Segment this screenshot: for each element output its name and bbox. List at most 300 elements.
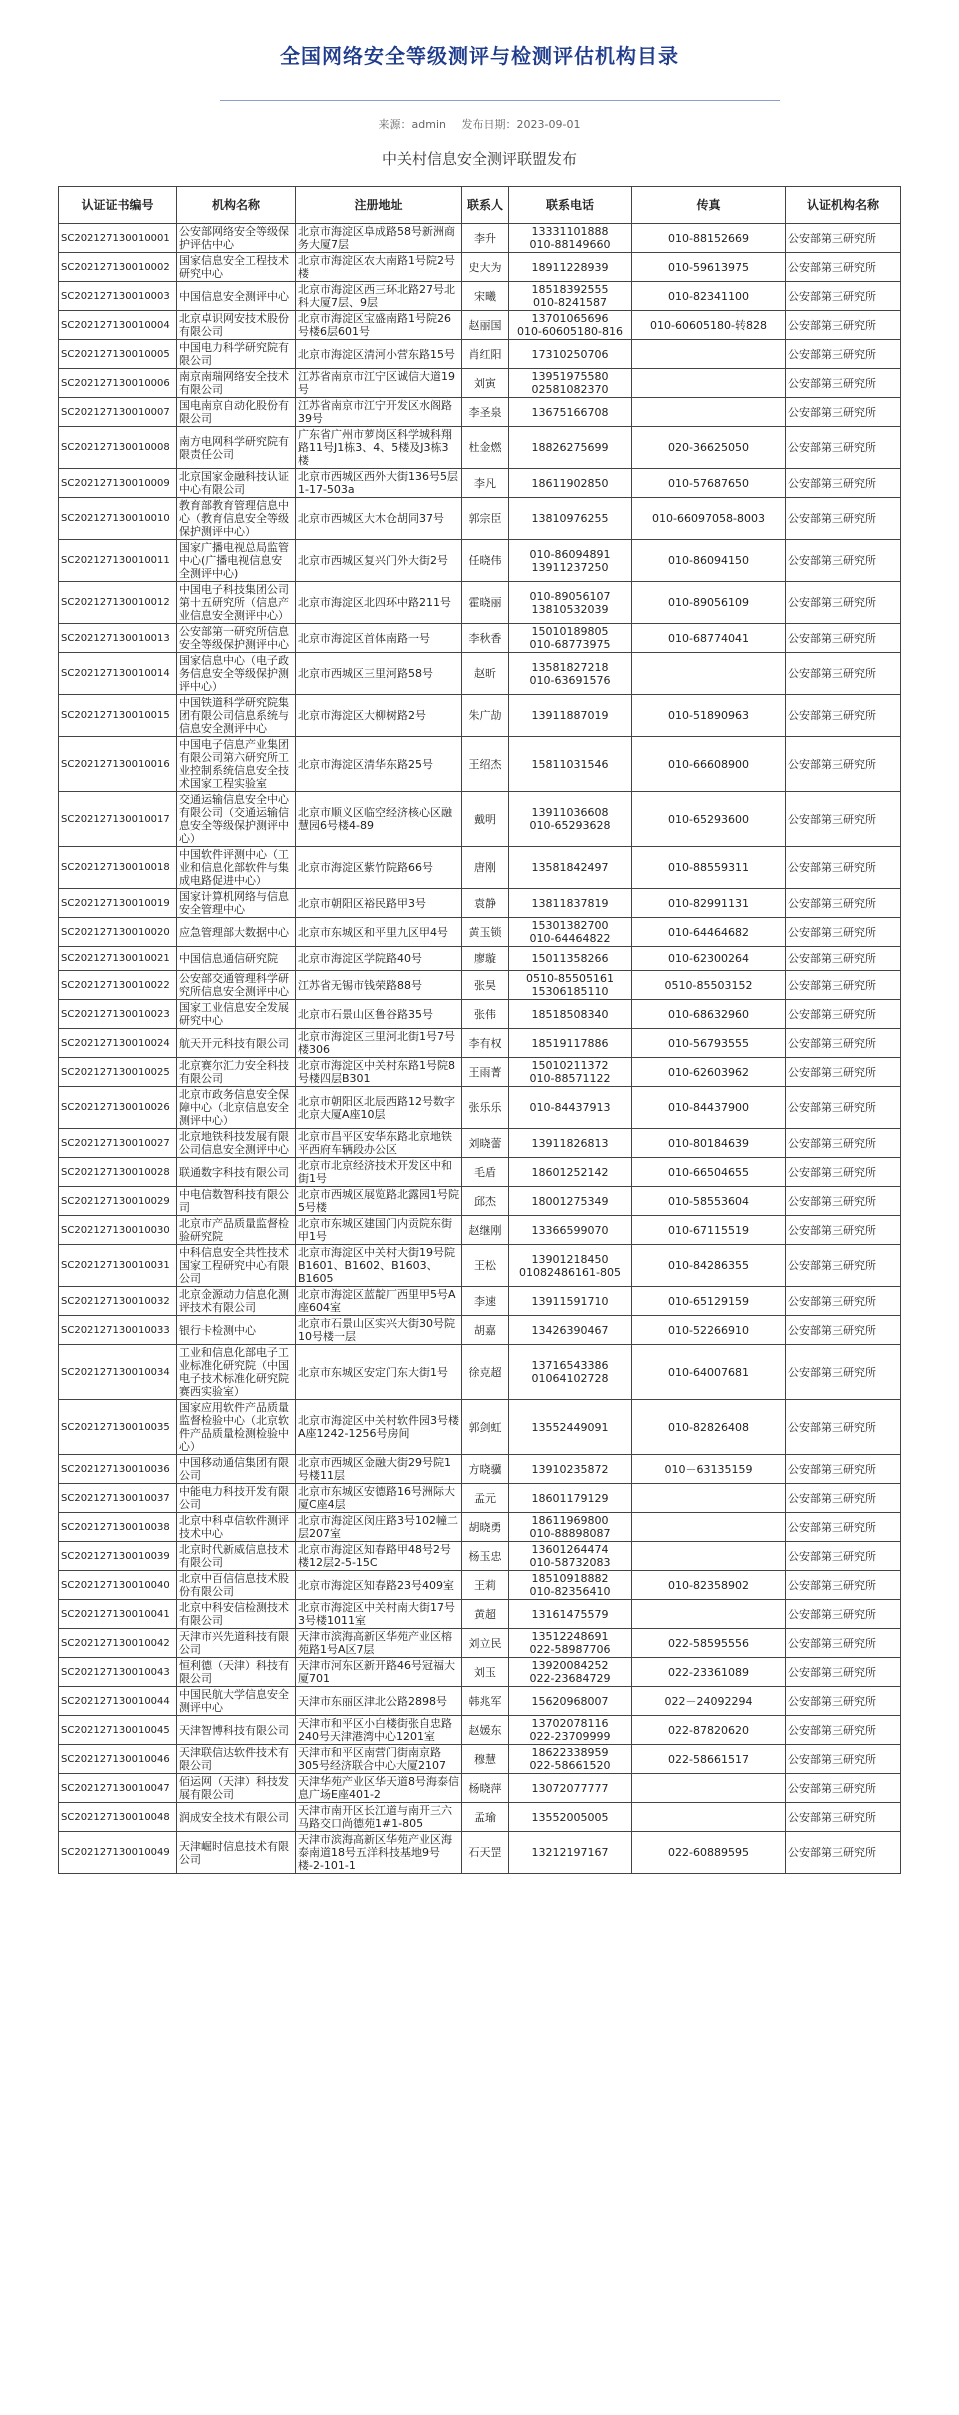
fax-cell <box>632 398 786 427</box>
phone-cell: 18518508340 <box>509 1000 632 1029</box>
contact-cell: 刘晓蕾 <box>462 1129 509 1158</box>
address-cell: 北京市海淀区阜成路58号新洲商务大厦7层 <box>296 224 462 253</box>
cert-authority-cell: 公安部第三研究所 <box>786 498 901 540</box>
cert-no-cell: SC202127130010049 <box>59 1832 177 1874</box>
cert-authority-cell: 公安部第三研究所 <box>786 847 901 889</box>
contact-cell: 张昊 <box>462 971 509 1000</box>
fax-cell: 010-66097058-8003 <box>632 498 786 540</box>
phone-cell: 13552005005 <box>509 1803 632 1832</box>
cert-no-cell: SC202127130010006 <box>59 369 177 398</box>
table-row <box>59 540 901 582</box>
table-row <box>59 398 901 427</box>
table-row <box>59 1687 901 1716</box>
table-row <box>59 1400 901 1455</box>
contact-cell: 胡晓勇 <box>462 1513 509 1542</box>
phone-cell: 13811837819 <box>509 889 632 918</box>
org-name-cell: 恒利德（天津）科技有限公司 <box>177 1658 296 1687</box>
cert-no-cell: SC202127130010008 <box>59 427 177 469</box>
org-name-cell: 中国移动通信集团有限公司 <box>177 1455 296 1484</box>
cert-authority-cell: 公安部第三研究所 <box>786 1245 901 1287</box>
contact-cell: 戴明 <box>462 792 509 847</box>
org-name-cell: 北京中百信信息技术股份有限公司 <box>177 1571 296 1600</box>
phone-cell: 18826275699 <box>509 427 632 469</box>
phone-cell: 010-89056107 13810532039 <box>509 582 632 624</box>
cert-authority-cell: 公安部第三研究所 <box>786 340 901 369</box>
cert-authority-cell: 公安部第三研究所 <box>786 1287 901 1316</box>
fax-cell: 010-82991131 <box>632 889 786 918</box>
table-row <box>59 1029 901 1058</box>
org-name-cell: 北京市产品质量监督检验研究院 <box>177 1216 296 1245</box>
table-row <box>59 1287 901 1316</box>
cert-no-cell: SC202127130010041 <box>59 1600 177 1629</box>
address-cell: 天津市滨海高新区华苑产业区榕苑路1号A区7层 <box>296 1629 462 1658</box>
cert-no-cell: SC202127130010038 <box>59 1513 177 1542</box>
contact-cell: 王雨菁 <box>462 1058 509 1087</box>
cert-authority-cell: 公安部第三研究所 <box>786 427 901 469</box>
table-row <box>59 1158 901 1187</box>
address-cell: 天津市和平区小白楼街张自忠路240号天津港湾中心1201室 <box>296 1716 462 1745</box>
phone-cell: 010-84437913 <box>509 1087 632 1129</box>
address-cell: 北京市海淀区西三环北路27号北科大厦7层、9层 <box>296 282 462 311</box>
table-row <box>59 1087 901 1129</box>
fax-cell: 010-57687650 <box>632 469 786 498</box>
phone-cell: 13911591710 <box>509 1287 632 1316</box>
cert-no-cell: SC202127130010031 <box>59 1245 177 1287</box>
contact-cell: 方晓骥 <box>462 1455 509 1484</box>
contact-cell: 李秋香 <box>462 624 509 653</box>
address-cell: 北京市海淀区蓝靛厂西里甲5号A座604室 <box>296 1287 462 1316</box>
address-cell: 天津市河东区新开路46号冠福大厦701 <box>296 1658 462 1687</box>
table-header-row <box>59 187 901 224</box>
table-row <box>59 1245 901 1287</box>
address-cell: 北京市海淀区学院路40号 <box>296 947 462 971</box>
table-row <box>59 1216 901 1245</box>
phone-cell: 13702078116 022-23709999 <box>509 1716 632 1745</box>
fax-cell: 022-23361089 <box>632 1658 786 1687</box>
fax-cell: 010-88559311 <box>632 847 786 889</box>
cert-no-cell: SC202127130010021 <box>59 947 177 971</box>
phone-cell: 13552449091 <box>509 1400 632 1455</box>
contact-cell: 肖红阳 <box>462 340 509 369</box>
address-cell: 北京市海淀区农大南路1号院2号楼 <box>296 253 462 282</box>
address-cell: 广东省广州市萝岗区科学城科翔路11号J1栋3、4、5楼及J3栋3楼 <box>296 427 462 469</box>
org-name-cell: 中国民航大学信息安全测评中心 <box>177 1687 296 1716</box>
table-row <box>59 1571 901 1600</box>
fax-cell: 010-64464682 <box>632 918 786 947</box>
table-row <box>59 947 901 971</box>
cert-no-cell: SC202127130010028 <box>59 1158 177 1187</box>
phone-cell: 15010189805 010-68773975 <box>509 624 632 653</box>
org-name-cell: 南京南瑞网络安全技术有限公司 <box>177 369 296 398</box>
cert-authority-cell: 公安部第三研究所 <box>786 1216 901 1245</box>
cert-authority-cell: 公安部第三研究所 <box>786 1687 901 1716</box>
table-row <box>59 498 901 540</box>
contact-cell: 杜金燃 <box>462 427 509 469</box>
cert-no-cell: SC202127130010035 <box>59 1400 177 1455</box>
cert-no-cell: SC202127130010011 <box>59 540 177 582</box>
phone-cell: 13601264474 010-58732083 <box>509 1542 632 1571</box>
cert-no-cell: SC202127130010015 <box>59 695 177 737</box>
cert-authority-cell: 公安部第三研究所 <box>786 1345 901 1400</box>
fax-cell: 022－24092294 <box>632 1687 786 1716</box>
phone-cell: 15010211372 010-88571122 <box>509 1058 632 1087</box>
phone-cell: 13512248691 022-58987706 <box>509 1629 632 1658</box>
cert-authority-cell: 公安部第三研究所 <box>786 1455 901 1484</box>
org-name-cell: 北京赛尔汇力安全科技有限公司 <box>177 1058 296 1087</box>
contact-cell: 郭宗臣 <box>462 498 509 540</box>
phone-cell: 18001275349 <box>509 1187 632 1216</box>
cert-no-cell: SC202127130010036 <box>59 1455 177 1484</box>
org-name-cell: 国家工业信息安全发展研究中心 <box>177 1000 296 1029</box>
contact-cell: 李有权 <box>462 1029 509 1058</box>
address-cell: 北京市东城区安德路16号洲际大厦C座4层 <box>296 1484 462 1513</box>
address-cell: 北京市西城区三里河路58号 <box>296 653 462 695</box>
meta-source: 来源：admin <box>378 118 447 131</box>
org-name-cell: 应急管理部大数据中心 <box>177 918 296 947</box>
contact-cell: 宋曦 <box>462 282 509 311</box>
fax-cell: 010-82341100 <box>632 282 786 311</box>
fax-cell: 010-82826408 <box>632 1400 786 1455</box>
table-row <box>59 792 901 847</box>
address-cell: 北京市东城区安定门东大街1号 <box>296 1345 462 1400</box>
phone-cell: 13426390467 <box>509 1316 632 1345</box>
table-row <box>59 1832 901 1874</box>
table-row <box>59 224 901 253</box>
table-row <box>59 1600 901 1629</box>
contact-cell: 刘玉 <box>462 1658 509 1687</box>
address-cell: 天津市东丽区津北公路2898号 <box>296 1687 462 1716</box>
phone-cell: 15811031546 <box>509 737 632 792</box>
org-name-cell: 中国软件评测中心（工业和信息化部软件与集成电路促进中心） <box>177 847 296 889</box>
contact-cell: 唐刚 <box>462 847 509 889</box>
phone-cell: 17310250706 <box>509 340 632 369</box>
fax-cell: 022-60889595 <box>632 1832 786 1874</box>
table-row <box>59 1629 901 1658</box>
cert-no-cell: SC202127130010023 <box>59 1000 177 1029</box>
contact-cell: 李速 <box>462 1287 509 1316</box>
contact-cell: 王莉 <box>462 1571 509 1600</box>
org-name-cell: 中国信息安全测评中心 <box>177 282 296 311</box>
cert-no-cell: SC202127130010033 <box>59 1316 177 1345</box>
address-cell: 北京市海淀区清河小营东路15号 <box>296 340 462 369</box>
fax-cell: 010-89056109 <box>632 582 786 624</box>
cert-authority-cell: 公安部第三研究所 <box>786 889 901 918</box>
phone-cell: 15620968007 <box>509 1687 632 1716</box>
address-cell: 天津市和平区南营门街南京路305号经济联合中心大厦2107 <box>296 1745 462 1774</box>
cert-authority-cell: 公安部第三研究所 <box>786 311 901 340</box>
cert-no-cell: SC202127130010048 <box>59 1803 177 1832</box>
cert-no-cell: SC202127130010047 <box>59 1774 177 1803</box>
phone-cell: 18611969800 010-88898087 <box>509 1513 632 1542</box>
fax-cell: 010-68774041 <box>632 624 786 653</box>
phone-cell: 13951975580 02581082370 <box>509 369 632 398</box>
cert-no-cell: SC202127130010032 <box>59 1287 177 1316</box>
phone-cell: 18510918882 010-82356410 <box>509 1571 632 1600</box>
cert-no-cell: SC202127130010016 <box>59 737 177 792</box>
fax-cell <box>632 1803 786 1832</box>
phone-cell: 13161475579 <box>509 1600 632 1629</box>
address-cell: 北京市海淀区闵庄路3号102幢二层207室 <box>296 1513 462 1542</box>
phone-cell: 0510-85505161 15306185110 <box>509 971 632 1000</box>
table-row <box>59 1774 901 1803</box>
org-name-cell: 国电南京自动化股份有限公司 <box>177 398 296 427</box>
org-name-cell: 北京中科安信检测技术有限公司 <box>177 1600 296 1629</box>
contact-cell: 李凡 <box>462 469 509 498</box>
cert-authority-cell: 公安部第三研究所 <box>786 1774 901 1803</box>
cert-authority-cell: 公安部第三研究所 <box>786 1571 901 1600</box>
table-row <box>59 1000 901 1029</box>
cert-authority-cell: 公安部第三研究所 <box>786 653 901 695</box>
org-name-cell: 润成安全技术有限公司 <box>177 1803 296 1832</box>
cert-no-cell: SC202127130010046 <box>59 1745 177 1774</box>
address-cell: 北京市海淀区中关村软件园3号楼A座1242-1256号房间 <box>296 1400 462 1455</box>
cert-authority-cell: 公安部第三研究所 <box>786 1600 901 1629</box>
cert-authority-cell: 公安部第三研究所 <box>786 1087 901 1129</box>
cert-authority-cell: 公安部第三研究所 <box>786 737 901 792</box>
phone-cell: 13675166708 <box>509 398 632 427</box>
header-cert-authority: 认证机构名称 <box>786 187 901 224</box>
phone-cell: 18911228939 <box>509 253 632 282</box>
cert-authority-cell: 公安部第三研究所 <box>786 1029 901 1058</box>
phone-cell: 18519117886 <box>509 1029 632 1058</box>
table-row <box>59 918 901 947</box>
org-name-cell: 交通运输信息安全中心有限公司（交通运输信息安全等级保护测评中心） <box>177 792 296 847</box>
cert-no-cell: SC202127130010010 <box>59 498 177 540</box>
fax-cell: 010-60605180-转828 <box>632 311 786 340</box>
cert-no-cell: SC202127130010040 <box>59 1571 177 1600</box>
org-name-cell: 国家信息中心（电子政务信息安全等级保护测评中心） <box>177 653 296 695</box>
cert-no-cell: SC202127130010030 <box>59 1216 177 1245</box>
phone-cell: 13920084252 022-23684729 <box>509 1658 632 1687</box>
fax-cell: 010-62603962 <box>632 1058 786 1087</box>
org-name-cell: 公安部交通管理科学研究所信息安全测评中心 <box>177 971 296 1000</box>
cert-no-cell: SC202127130010018 <box>59 847 177 889</box>
address-cell: 北京市西城区复兴门外大街2号 <box>296 540 462 582</box>
fax-cell: 010-65293600 <box>632 792 786 847</box>
fax-cell: 010-59613975 <box>632 253 786 282</box>
table-row <box>59 653 901 695</box>
institution-table <box>58 186 901 1874</box>
org-name-cell: 联通数字科技有限公司 <box>177 1158 296 1187</box>
cert-authority-cell: 公安部第三研究所 <box>786 1058 901 1087</box>
org-name-cell: 工业和信息化部电子工业标准化研究院（中国电子技术标准化研究院赛西实验室） <box>177 1345 296 1400</box>
contact-cell: 张乐乐 <box>462 1087 509 1129</box>
cert-authority-cell: 公安部第三研究所 <box>786 398 901 427</box>
header-org-name: 机构名称 <box>177 187 296 224</box>
fax-cell <box>632 1513 786 1542</box>
org-name-cell: 中国电子科技集团公司第十五研究所（信息产业信息安全测评中心） <box>177 582 296 624</box>
address-cell: 北京市西城区金融大街29号院1号楼11层 <box>296 1455 462 1484</box>
contact-cell: 黄玉锁 <box>462 918 509 947</box>
table-row <box>59 1716 901 1745</box>
cert-authority-cell: 公安部第三研究所 <box>786 1158 901 1187</box>
fax-cell: 010-51890963 <box>632 695 786 737</box>
cert-authority-cell: 公安部第三研究所 <box>786 1716 901 1745</box>
table-row <box>59 340 901 369</box>
contact-cell: 李圣泉 <box>462 398 509 427</box>
phone-cell: 13716543386 01064102728 <box>509 1345 632 1400</box>
cert-no-cell: SC202127130010013 <box>59 624 177 653</box>
cert-authority-cell: 公安部第三研究所 <box>786 1658 901 1687</box>
contact-cell: 孟元 <box>462 1484 509 1513</box>
phone-cell: 13366599070 <box>509 1216 632 1245</box>
header-phone: 联系电话 <box>509 187 632 224</box>
cert-no-cell: SC202127130010039 <box>59 1542 177 1571</box>
org-name-cell: 国家计算机网络与信息安全管理中心 <box>177 889 296 918</box>
fax-cell: 010-82358902 <box>632 1571 786 1600</box>
address-cell: 北京市朝阳区裕民路甲3号 <box>296 889 462 918</box>
header-fax: 传真 <box>632 187 786 224</box>
address-cell: 北京市石景山区鲁谷路35号 <box>296 1000 462 1029</box>
fax-cell: 010-66504655 <box>632 1158 786 1187</box>
table-row <box>59 253 901 282</box>
address-cell: 北京市海淀区首体南路一号 <box>296 624 462 653</box>
cert-authority-cell: 公安部第三研究所 <box>786 1513 901 1542</box>
address-cell: 北京市海淀区大柳树路2号 <box>296 695 462 737</box>
org-name-cell: 天津崛时信息技术有限公司 <box>177 1832 296 1874</box>
org-name-cell: 天津市兴先道科技有限公司 <box>177 1629 296 1658</box>
org-name-cell: 北京金源动力信息化测评技术有限公司 <box>177 1287 296 1316</box>
table-row <box>59 1745 901 1774</box>
cert-no-cell: SC202127130010029 <box>59 1187 177 1216</box>
article-meta <box>0 116 959 132</box>
contact-cell: 徐克超 <box>462 1345 509 1400</box>
address-cell: 北京市朝阳区北辰西路12号数字北京大厦A座10层 <box>296 1087 462 1129</box>
address-cell: 江苏省无锡市钱荣路88号 <box>296 971 462 1000</box>
org-name-cell: 北京卓识网安技术股份有限公司 <box>177 311 296 340</box>
org-name-cell: 北京国家金融科技认证中心有限公司 <box>177 469 296 498</box>
phone-cell: 18518392555 010-8241587 <box>509 282 632 311</box>
contact-cell: 赵昕 <box>462 653 509 695</box>
cert-authority-cell: 公安部第三研究所 <box>786 1000 901 1029</box>
org-name-cell: 中国信息通信研究院 <box>177 947 296 971</box>
cert-authority-cell: 公安部第三研究所 <box>786 971 901 1000</box>
table-row <box>59 1058 901 1087</box>
cert-no-cell: SC202127130010014 <box>59 653 177 695</box>
table-row <box>59 1187 901 1216</box>
phone-cell: 18601252142 <box>509 1158 632 1187</box>
cert-no-cell: SC202127130010022 <box>59 971 177 1000</box>
cert-authority-cell: 公安部第三研究所 <box>786 282 901 311</box>
cert-authority-cell: 公安部第三研究所 <box>786 540 901 582</box>
address-cell: 北京市海淀区中关村大街19号院B1601、B1602、B1603、B1605 <box>296 1245 462 1287</box>
fax-cell <box>632 1484 786 1513</box>
cert-no-cell: SC202127130010044 <box>59 1687 177 1716</box>
org-name-cell: 中国电子信息产业集团有限公司第六研究所工业控制系统信息安全技术国家工程实验室 <box>177 737 296 792</box>
table-row <box>59 1345 901 1400</box>
fax-cell <box>632 1774 786 1803</box>
contact-cell: 穆慧 <box>462 1745 509 1774</box>
phone-cell: 13910235872 <box>509 1455 632 1484</box>
address-cell: 北京市西城区大木仓胡同37号 <box>296 498 462 540</box>
org-name-cell: 国家广播电视总局监管中心(广播电视信息安全测评中心) <box>177 540 296 582</box>
contact-cell: 朱广劼 <box>462 695 509 737</box>
contact-cell: 李升 <box>462 224 509 253</box>
cert-authority-cell: 公安部第三研究所 <box>786 1316 901 1345</box>
cert-authority-cell: 公安部第三研究所 <box>786 1629 901 1658</box>
fax-cell: 010-68632960 <box>632 1000 786 1029</box>
table-row <box>59 847 901 889</box>
fax-cell: 010－63135159 <box>632 1455 786 1484</box>
org-name-cell: 中能电力科技开发有限公司 <box>177 1484 296 1513</box>
phone-cell: 13581827218 010-63691576 <box>509 653 632 695</box>
contact-cell: 王松 <box>462 1245 509 1287</box>
address-cell: 北京市西城区西外大街136号5层1-17-503a <box>296 469 462 498</box>
table-row <box>59 427 901 469</box>
cert-no-cell: SC202127130010019 <box>59 889 177 918</box>
phone-cell: 18622338959 022-58661520 <box>509 1745 632 1774</box>
address-cell: 北京市海淀区三里河北街1号7号楼306 <box>296 1029 462 1058</box>
contact-cell: 刘寅 <box>462 369 509 398</box>
contact-cell: 赵丽国 <box>462 311 509 340</box>
cert-no-cell: SC202127130010017 <box>59 792 177 847</box>
cert-authority-cell: 公安部第三研究所 <box>786 1400 901 1455</box>
contact-cell: 韩兆军 <box>462 1687 509 1716</box>
table-row <box>59 1513 901 1542</box>
phone-cell: 13701065696 010-60605180-816 <box>509 311 632 340</box>
org-name-cell: 中科信息安全共性技术国家工程研究中心有限公司 <box>177 1245 296 1287</box>
cert-no-cell: SC202127130010043 <box>59 1658 177 1687</box>
table-row <box>59 1455 901 1484</box>
fax-cell: 010-80184639 <box>632 1129 786 1158</box>
phone-cell: 13581842497 <box>509 847 632 889</box>
contact-cell: 赵媛东 <box>462 1716 509 1745</box>
contact-cell: 任晓伟 <box>462 540 509 582</box>
cert-authority-cell: 公安部第三研究所 <box>786 1832 901 1874</box>
cert-no-cell: SC202127130010027 <box>59 1129 177 1158</box>
cert-authority-cell: 公安部第三研究所 <box>786 792 901 847</box>
contact-cell: 孟瑜 <box>462 1803 509 1832</box>
cert-no-cell: SC202127130010003 <box>59 282 177 311</box>
fax-cell: 022-58661517 <box>632 1745 786 1774</box>
address-cell: 天津市滨海高新区华苑产业区海泰南道18号五洋科技基地9号楼-2-101-1 <box>296 1832 462 1874</box>
table-row <box>59 311 901 340</box>
cert-authority-cell: 公安部第三研究所 <box>786 1745 901 1774</box>
cert-authority-cell: 公安部第三研究所 <box>786 1803 901 1832</box>
cert-authority-cell: 公安部第三研究所 <box>786 1542 901 1571</box>
fax-cell: 010-88152669 <box>632 224 786 253</box>
fax-cell: 010-56793555 <box>632 1029 786 1058</box>
cert-no-cell: SC202127130010002 <box>59 253 177 282</box>
table-row <box>59 1484 901 1513</box>
phone-cell: 13212197167 <box>509 1832 632 1874</box>
address-cell: 北京市海淀区知春路23号409室 <box>296 1571 462 1600</box>
fax-cell: 022-58595556 <box>632 1629 786 1658</box>
fax-cell: 010-62300264 <box>632 947 786 971</box>
org-name-cell: 中电信数智科技有限公司 <box>177 1187 296 1216</box>
org-name-cell: 天津联信达软件技术有限公司 <box>177 1745 296 1774</box>
org-name-cell: 北京地铁科技发展有限公司信息安全测评中心 <box>177 1129 296 1158</box>
fax-cell: 0510-85503152 <box>632 971 786 1000</box>
fax-cell: 010-58553604 <box>632 1187 786 1216</box>
phone-cell: 13072077777 <box>509 1774 632 1803</box>
phone-cell: 010-86094891 13911237250 <box>509 540 632 582</box>
header-address: 注册地址 <box>296 187 462 224</box>
org-name-cell: 中国铁道科学研究院集团有限公司信息系统与信息安全测评中心 <box>177 695 296 737</box>
address-cell: 北京市海淀区知春路甲48号2号楼12层2-5-15C <box>296 1542 462 1571</box>
fax-cell <box>632 1542 786 1571</box>
cert-no-cell: SC202127130010024 <box>59 1029 177 1058</box>
address-cell: 北京市海淀区紫竹院路66号 <box>296 847 462 889</box>
fax-cell <box>632 369 786 398</box>
table-row <box>59 1129 901 1158</box>
title-divider <box>220 100 780 101</box>
fax-cell <box>632 653 786 695</box>
address-cell: 天津华苑产业区华天道8号海泰信息广场E座401-2 <box>296 1774 462 1803</box>
org-name-cell: 中国电力科学研究院有限公司 <box>177 340 296 369</box>
cert-authority-cell: 公安部第三研究所 <box>786 947 901 971</box>
contact-cell: 廖璇 <box>462 947 509 971</box>
